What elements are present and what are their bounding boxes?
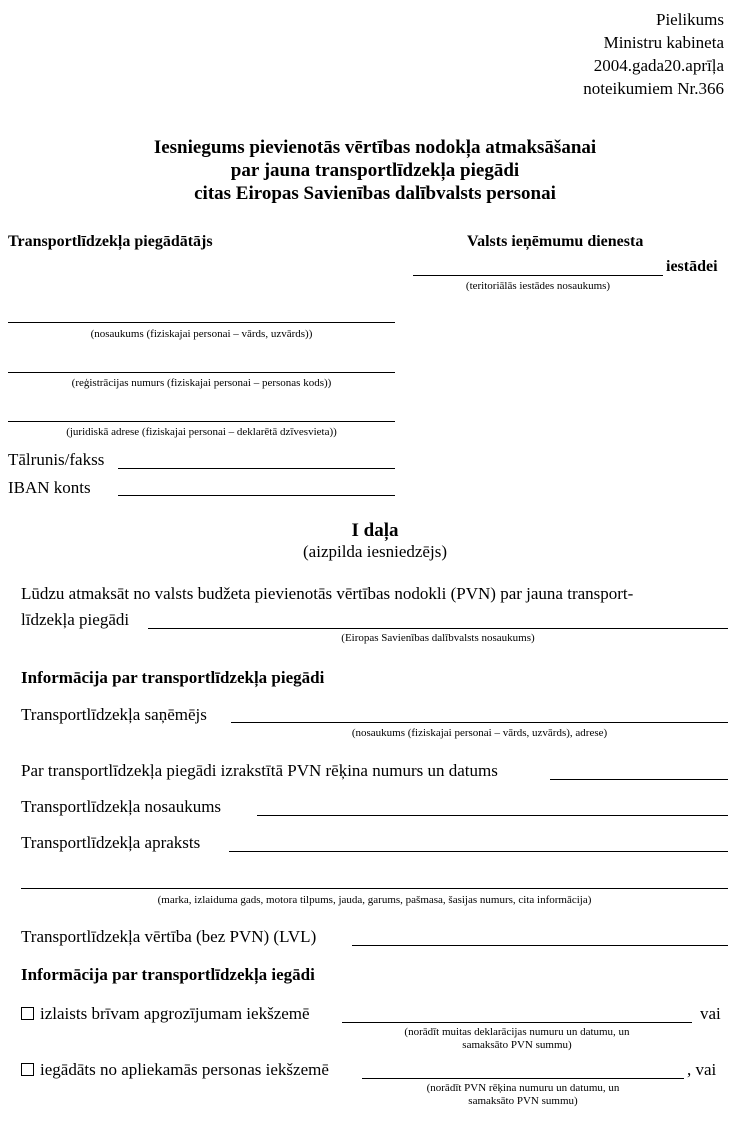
supplier-address-hint: (juridiskā adrese (fiziskajai personai – deklarētā dzīvesvieta)) <box>66 426 337 438</box>
option2-hint-line-2: samaksāto PVN summu) <box>468 1095 578 1107</box>
vehicle-name-field[interactable] <box>257 815 728 816</box>
vehicle-desc-hint: (marka, izlaiduma gads, motora tilpums, jauda, garums, pašmasa, šasijas numurs, cita informācija) <box>157 894 592 906</box>
invoice-field[interactable] <box>550 779 728 780</box>
vehicle-value-label: Transportlīdzekļa vērtība (bez PVN) (LVL) <box>21 927 317 946</box>
vehicle-desc-field[interactable] <box>229 851 728 852</box>
part1-subtitle: (aizpilda iesniedzējs) <box>303 542 447 561</box>
vehicle-value-field[interactable] <box>352 945 728 946</box>
option2-suffix: , vai <box>687 1060 717 1079</box>
option2-checkbox[interactable] <box>21 1063 34 1076</box>
country-hint: (Eiropas Savienības dalībvalsts nosaukums) <box>341 632 535 644</box>
option1-hint-line-2: samaksāto PVN summu) <box>462 1039 572 1051</box>
option2-hint <box>362 1082 684 1108</box>
option1-row <box>21 1004 310 1024</box>
request-text-line-2: līdzekļa piegādi <box>21 610 130 629</box>
option2-field[interactable] <box>362 1078 684 1079</box>
option2-label: iegādāts no apliekamās personas iekšzemē <box>40 1060 329 1079</box>
vehicle-name-label: Transportlīdzekļa nosaukums <box>21 797 222 816</box>
option2-hint-line-1: (norādīt PVN rēķina numuru un datumu, un <box>426 1082 620 1094</box>
appendix-header <box>583 8 724 100</box>
iban-label: IBAN konts <box>8 478 91 497</box>
vehicle-desc-field-2[interactable] <box>21 888 728 889</box>
office-suffix: iestādei <box>666 258 718 275</box>
office-name-field[interactable] <box>413 275 663 276</box>
header-line-2: Ministru kabineta <box>603 33 724 52</box>
recipient-field[interactable] <box>231 722 728 723</box>
supplier-heading: Transportlīdzekļa piegādātājs <box>8 233 213 250</box>
supplier-address-field[interactable] <box>8 421 395 422</box>
header-line-1: Pielikums <box>655 10 724 29</box>
supplier-name-hint: (nosaukums (fiziskajai personai – vārds, uzvārds)) <box>90 328 313 340</box>
option1-hint <box>342 1026 692 1052</box>
vehicle-desc-label: Transportlīdzekļa apraksts <box>21 833 201 852</box>
delivery-heading: Informācija par transportlīdzekļa piegādi <box>21 668 325 687</box>
acquisition-heading: Informācija par transportlīdzekļa iegādi <box>21 965 315 984</box>
iban-field[interactable] <box>118 495 395 496</box>
supplier-reg-field[interactable] <box>8 372 395 373</box>
document-title <box>0 136 750 205</box>
recipient-hint: (nosaukums (fiziskajai personai – vārds, uzvārds), adrese) <box>351 727 608 739</box>
phone-field[interactable] <box>118 468 395 469</box>
supplier-reg-hint: (reģistrācijas numurs (fiziskajai personai – personas kods)) <box>71 377 332 389</box>
title-line-2: par jauna transportlīdzekļa piegādi <box>230 160 520 181</box>
header-line-3: 2004.gada20.aprīļa <box>593 56 724 75</box>
option2-row <box>21 1060 329 1080</box>
phone-label: Tālrunis/fakss <box>8 450 105 469</box>
office-hint: (teritoriālās iestādes nosaukums) <box>465 280 611 292</box>
option1-checkbox[interactable] <box>21 1007 34 1020</box>
option1-suffix: vai <box>700 1004 721 1023</box>
recipient-label: Transportlīdzekļa saņēmējs <box>21 705 207 724</box>
part1-title: I daļa <box>351 520 399 541</box>
title-line-3: citas Eiropas Savienības dalībvalsts personai <box>194 183 556 204</box>
title-line-1: Iesniegums pievienotās vērtības nodokļa atmaksāšanai <box>153 137 597 158</box>
invoice-label: Par transportlīdzekļa piegādi izrakstītā PVN rēķina numurs un datums <box>21 761 498 780</box>
header-line-4: noteikumiem Nr.366 <box>583 79 724 98</box>
option1-field[interactable] <box>342 1022 692 1023</box>
option1-hint-line-1: (norādīt muitas deklarācijas numuru un datumu, un <box>404 1026 630 1038</box>
request-text-line-1: Lūdzu atmaksāt no valsts budžeta pievienotās vērtības nodokli (PVN) par jauna transport- <box>21 584 634 603</box>
office-heading: Valsts ieņēmumu dienesta <box>467 233 644 250</box>
country-field[interactable] <box>148 628 728 629</box>
option1-label: izlaists brīvam apgrozījumam iekšzemē <box>40 1004 310 1023</box>
supplier-name-field[interactable] <box>8 322 395 323</box>
